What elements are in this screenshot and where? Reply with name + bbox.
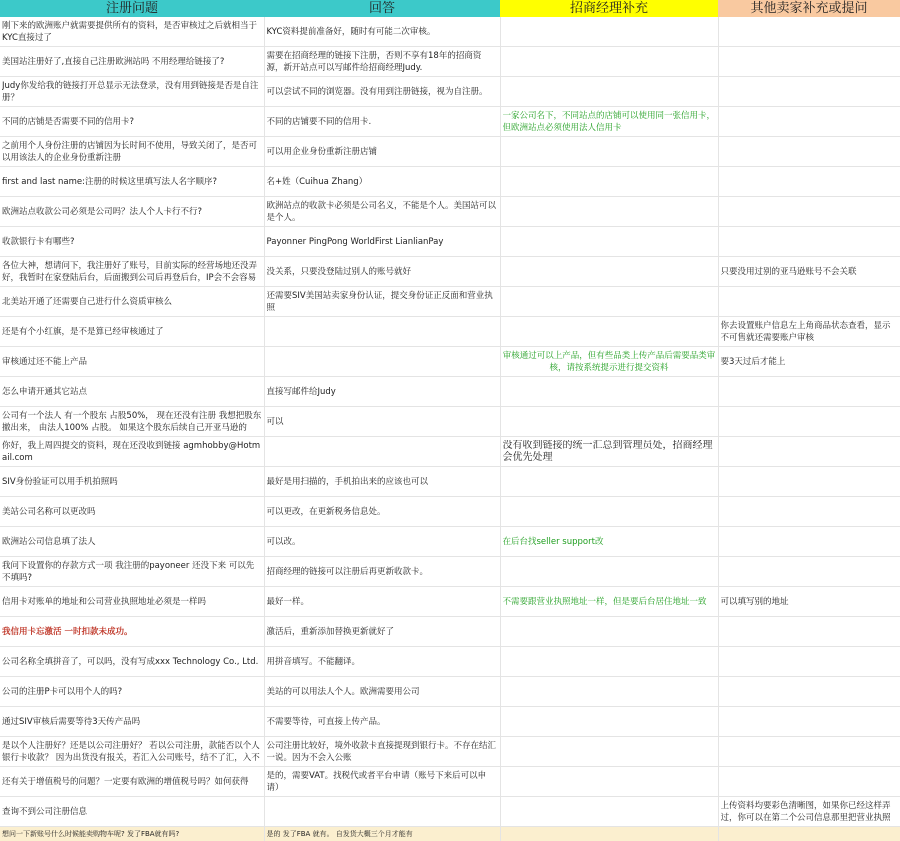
table-row [0, 737, 900, 767]
cell-text: SIV身份验证可以用手机拍照吗 [2, 476, 262, 488]
table-row [0, 677, 900, 707]
question-cell[interactable] [0, 197, 264, 227]
question-cell[interactable] [0, 557, 264, 587]
manager-note-cell[interactable] [500, 137, 718, 167]
cell-text: 之前用个人身份注册的店铺因为长时间不使用，导致关闭了，是否可以用该法人的企业身份重新注册 [2, 140, 262, 164]
cell-text: Judy你发给我的链接打开总显示无法登录，没有用到链接是否是自注册？ [2, 80, 262, 104]
other-sellers-cell[interactable] [718, 587, 900, 617]
other-sellers-cell[interactable] [718, 467, 900, 497]
other-sellers-cell[interactable] [718, 197, 900, 227]
cell-text: Payonner PingPong WorldFirst LianlianPay [267, 236, 498, 248]
manager-note-cell[interactable] [500, 77, 718, 107]
answer-cell[interactable] [264, 77, 500, 107]
table-row [0, 587, 900, 617]
cell-text: 你好，我上周四提交的资料，现在还没收到链接 agmhobby@Hotmail.com [2, 440, 262, 464]
table-row [0, 47, 900, 77]
cell-text: 最好是用扫描的，手机拍出来的应该也可以 [267, 476, 498, 488]
other-sellers-cell[interactable] [718, 227, 900, 257]
cell-text: 公司注册比较好，境外收款卡直接提现到银行卡。不存在结汇一说。因为不会入公账 [267, 740, 498, 764]
other-sellers-cell[interactable] [718, 317, 900, 347]
manager-note-cell[interactable] [500, 107, 718, 137]
cell-text: 查询不到公司注册信息 [2, 806, 262, 818]
cell-text: 通过SIV审核后需要等待3天传产品吗 [2, 716, 262, 728]
header-other-sellers[interactable]: 其他卖家补充或提问 [718, 0, 900, 17]
answer-cell[interactable] [264, 197, 500, 227]
other-sellers-cell[interactable] [718, 677, 900, 707]
answer-cell[interactable] [264, 617, 500, 647]
table-row [0, 407, 900, 437]
answer-cell[interactable] [264, 47, 500, 77]
cell-text: 还有关于增值税号的问题？一定要有欧洲的增值税号吗？如何获得 [2, 776, 262, 788]
answer-cell[interactable] [264, 287, 500, 317]
cell-text: 我问下设置你的存款方式一项 我注册的payoneer 还没下来 可以先不填吗? [2, 560, 262, 584]
answer-cell[interactable] [264, 707, 500, 737]
cell-text: 你去设置账户信息左上角商品状态查看，显示不可售就还需要账户审核 [721, 320, 898, 344]
answer-cell[interactable] [264, 647, 500, 677]
manager-note-cell[interactable] [500, 47, 718, 77]
cell-text: 美站公司名称可以更改吗 [2, 506, 262, 518]
question-cell[interactable] [0, 797, 264, 827]
answer-cell[interactable] [264, 827, 500, 841]
other-sellers-cell[interactable] [718, 17, 900, 47]
table-row [0, 497, 900, 527]
table-row [0, 347, 900, 377]
question-cell[interactable] [0, 47, 264, 77]
table-row [0, 827, 900, 841]
manager-note-cell[interactable] [500, 467, 718, 497]
cell-text: 北美站开通了还需要自己进行什么资质审核么 [2, 296, 262, 308]
other-sellers-cell[interactable] [718, 647, 900, 677]
question-cell[interactable] [0, 587, 264, 617]
question-cell[interactable] [0, 707, 264, 737]
table-row [0, 707, 900, 737]
manager-note-cell[interactable] [500, 17, 718, 47]
cell-text: 最好一样。 [267, 596, 498, 608]
cell-text: 欧洲站公司信息填了法人 [2, 536, 262, 548]
answer-cell[interactable] [264, 17, 500, 47]
question-cell[interactable] [0, 107, 264, 137]
cell-text: 可以尝试不同的浏览器。没有用到注册链接，视为自注册。 [267, 86, 498, 98]
cell-text: 招商经理的链接可以注册后再更新收款卡。 [267, 566, 498, 578]
cell-text: 一家公司名下，不同站点的店铺可以使用同一张信用卡，但欧洲站点必须使用法人信用卡 [503, 110, 716, 134]
question-cell[interactable] [0, 647, 264, 677]
answer-cell[interactable] [264, 797, 500, 827]
cell-text: 需要在招商经理的链接下注册，否则不享有18年的招商资源，新开站点可以写邮件给招商经理Judy. [267, 50, 498, 74]
question-cell[interactable] [0, 317, 264, 347]
answer-cell[interactable] [264, 587, 500, 617]
cell-text: 在后台找seller support改 [503, 536, 716, 548]
table-row [0, 527, 900, 557]
answer-cell[interactable] [264, 527, 500, 557]
table-row [0, 647, 900, 677]
manager-note-cell[interactable] [500, 287, 718, 317]
cell-text: 可以用企业身份重新注册店铺 [267, 146, 498, 158]
cell-text: 美站的可以用法人个人。欧洲需要用公司 [267, 686, 498, 698]
answer-cell[interactable] [264, 407, 500, 437]
answer-cell[interactable] [264, 227, 500, 257]
manager-note-cell[interactable] [500, 377, 718, 407]
cell-text: 要3天过后才能上 [721, 356, 898, 368]
other-sellers-cell[interactable] [718, 137, 900, 167]
manager-note-cell[interactable] [500, 437, 718, 467]
manager-note-cell[interactable] [500, 677, 718, 707]
question-cell[interactable] [0, 767, 264, 797]
cell-text: 不需要跟营业执照地址一样，但是要后台居住地址一致 [503, 596, 716, 608]
cell-text: 直接写邮件给Judy [267, 386, 498, 398]
other-sellers-cell[interactable] [718, 107, 900, 137]
table-row [0, 167, 900, 197]
cell-text: first and last name:注册的时候这里填写法人名字顺序? [2, 176, 262, 188]
answer-cell[interactable] [264, 137, 500, 167]
other-sellers-cell[interactable] [718, 617, 900, 647]
table-row [0, 257, 900, 287]
table-row [0, 437, 900, 467]
question-cell[interactable] [0, 467, 264, 497]
table-row [0, 77, 900, 107]
cell-text: KYC资料提前准备好，随时有可能二次审核。 [267, 26, 498, 38]
cell-text: 可以填写别的地址 [721, 596, 898, 608]
other-sellers-cell[interactable] [718, 737, 900, 767]
question-cell[interactable] [0, 827, 264, 841]
answer-cell[interactable] [264, 257, 500, 287]
cell-text: 欧洲站点收款公司必须是公司吗？法人个人卡行不行? [2, 206, 262, 218]
question-cell[interactable] [0, 77, 264, 107]
table-row [0, 17, 900, 47]
cell-text: 是以个人注册好？还是以公司注册好？ 若以公司注册，款能否以个人银行卡收款？ 因为出货没有报关，若汇入公司账号，结不了汇，入不 [2, 740, 262, 764]
question-cell[interactable] [0, 377, 264, 407]
other-sellers-cell[interactable] [718, 557, 900, 587]
cell-text: 想问一下新账号什么时候能卖购物车呢? 发了FBA就有吗? [2, 828, 262, 840]
header-answer[interactable]: 回答 [264, 0, 500, 17]
answer-cell[interactable] [264, 767, 500, 797]
question-cell[interactable] [0, 287, 264, 317]
other-sellers-cell[interactable] [718, 497, 900, 527]
manager-note-cell[interactable] [500, 557, 718, 587]
cell-text: 不同的店铺是否需要不同的信用卡? [2, 116, 262, 128]
other-sellers-cell[interactable] [718, 407, 900, 437]
cell-text: 审核通过可以上产品，但有些品类上传产品后需要品类审核，请按系统提示进行提交资料 [503, 350, 716, 374]
answer-cell[interactable] [264, 557, 500, 587]
question-cell[interactable] [0, 617, 264, 647]
table-row [0, 107, 900, 137]
question-cell[interactable] [0, 527, 264, 557]
cell-text: 公司的注册P卡可以用个人的吗? [2, 686, 262, 698]
answer-cell[interactable] [264, 317, 500, 347]
cell-text: 不同的店铺要不同的信用卡. [267, 116, 498, 128]
table-row [0, 467, 900, 497]
cell-text: 没关系，只要没登陆过别人的账号就好 [267, 266, 498, 278]
header-question[interactable]: 注册问题 [0, 0, 264, 17]
other-sellers-cell[interactable] [718, 77, 900, 107]
cell-text: 还需要SIV美国站卖家身份认证，提交身份证正反面和营业执照 [267, 290, 498, 314]
question-cell[interactable] [0, 227, 264, 257]
cell-text: 我信用卡忘激活 一时扣款未成功。 [2, 626, 262, 638]
answer-cell[interactable] [264, 467, 500, 497]
cell-text: 公司名称全填拼音了，可以吗，没有写成xxx Technology Co., Ltd. [2, 656, 262, 668]
cell-text: 只要没用过别的亚马逊账号不会关联 [721, 266, 898, 278]
other-sellers-cell[interactable] [718, 797, 900, 827]
manager-note-cell[interactable] [500, 797, 718, 827]
other-sellers-cell[interactable] [718, 827, 900, 841]
answer-cell[interactable] [264, 497, 500, 527]
question-cell[interactable] [0, 497, 264, 527]
other-sellers-cell[interactable] [718, 707, 900, 737]
other-sellers-cell[interactable] [718, 167, 900, 197]
manager-note-cell[interactable] [500, 587, 718, 617]
answer-cell[interactable] [264, 677, 500, 707]
answer-cell[interactable] [264, 107, 500, 137]
other-sellers-cell[interactable] [718, 47, 900, 77]
manager-note-cell[interactable] [500, 317, 718, 347]
cell-text: 欧洲站点的收款卡必须是公司名义，不能是个人。美国站可以是个人。 [267, 200, 498, 224]
cell-text: 美国站注册好了,直接自己注册欧洲站吗 不用经理给链接了? [2, 56, 262, 68]
cell-text: 是的 发了FBA 就有。 自发货大概三个月才能有 [267, 828, 498, 840]
cell-text: 公司有一个法人 有一个股东 占股50%， 现在还没有注册 我想把股东撤出来， 由法人100% 占股。 如果这个股东后续自己开亚马逊的 [2, 410, 262, 434]
other-sellers-cell[interactable] [718, 257, 900, 287]
other-sellers-cell[interactable] [718, 437, 900, 467]
cell-text: 没有收到链接的统一汇总到管理员处，招商经理会优先处理 [503, 440, 716, 464]
table-row [0, 617, 900, 647]
manager-note-cell[interactable] [500, 707, 718, 737]
cell-text: 可以更改，在更新税务信息处。 [267, 506, 498, 518]
cell-text: 还是有个小红旗，是不是算已经审核通过了 [2, 326, 262, 338]
cell-text: 名+姓（Cuihua Zhang） [267, 176, 498, 188]
table-row [0, 197, 900, 227]
cell-text: 不需要等待，可直接上传产品。 [267, 716, 498, 728]
question-cell[interactable] [0, 257, 264, 287]
cell-text: 收款银行卡有哪些? [2, 236, 262, 248]
question-cell[interactable] [0, 347, 264, 377]
manager-note-cell[interactable] [500, 497, 718, 527]
cell-text: 怎么申请开通其它站点 [2, 386, 262, 398]
cell-text: 刚下来的欧洲账户就需要提供所有的资料，是否审核过之后就相当于KYC直接过了 [2, 20, 262, 44]
cell-text: 审核通过还不能上产品 [2, 356, 262, 368]
answer-cell[interactable] [264, 167, 500, 197]
table-row [0, 377, 900, 407]
question-cell[interactable] [0, 167, 264, 197]
answer-cell[interactable] [264, 347, 500, 377]
cell-text: 上传资料均要彩色清晰图，如果你已经这样弄过，你可以在第二个公司信息那里把营业执照 [721, 800, 898, 824]
manager-note-cell[interactable] [500, 827, 718, 841]
manager-note-cell[interactable] [500, 347, 718, 377]
answer-cell[interactable] [264, 737, 500, 767]
manager-note-cell[interactable] [500, 617, 718, 647]
header-row [0, 0, 900, 17]
cell-text: 各位大神，想请问下，我注册好了账号，目前实际的经营场地还没弄好，我暂时在家登陆后台，后面搬到公司后再登后台，IP会不会容易 [2, 260, 262, 284]
cell-text: 用拼音填写。不能翻译。 [267, 656, 498, 668]
manager-note-cell[interactable] [500, 197, 718, 227]
header-manager-note[interactable]: 招商经理补充 [500, 0, 718, 17]
question-cell[interactable] [0, 677, 264, 707]
question-cell[interactable] [0, 17, 264, 47]
table-row [0, 227, 900, 257]
other-sellers-cell[interactable] [718, 527, 900, 557]
manager-note-cell[interactable] [500, 767, 718, 797]
answer-cell[interactable] [264, 377, 500, 407]
manager-note-cell[interactable] [500, 227, 718, 257]
manager-note-cell[interactable] [500, 737, 718, 767]
table-row [0, 287, 900, 317]
question-cell[interactable] [0, 137, 264, 167]
cell-text: 可以 [267, 416, 498, 428]
table-row [0, 137, 900, 167]
manager-note-cell[interactable] [500, 407, 718, 437]
table-row [0, 317, 900, 347]
cell-text: 激活后，重新添加替换更新就好了 [267, 626, 498, 638]
table-row [0, 767, 900, 797]
question-cell[interactable] [0, 407, 264, 437]
table-row [0, 797, 900, 827]
manager-note-cell[interactable] [500, 257, 718, 287]
answer-cell[interactable] [264, 437, 500, 467]
other-sellers-cell[interactable] [718, 377, 900, 407]
manager-note-cell[interactable] [500, 647, 718, 677]
manager-note-cell[interactable] [500, 167, 718, 197]
other-sellers-cell[interactable] [718, 287, 900, 317]
question-cell[interactable] [0, 437, 264, 467]
other-sellers-cell[interactable] [718, 767, 900, 797]
cell-text: 信用卡对账单的地址和公司营业执照地址必须是一样吗 [2, 596, 262, 608]
cell-text: 是的，需要VAT。找税代或者平台申请（账号下来后可以申请） [267, 770, 498, 794]
table-row [0, 557, 900, 587]
manager-note-cell[interactable] [500, 527, 718, 557]
cell-text: 可以改。 [267, 536, 498, 548]
other-sellers-cell[interactable] [718, 347, 900, 377]
question-cell[interactable] [0, 737, 264, 767]
